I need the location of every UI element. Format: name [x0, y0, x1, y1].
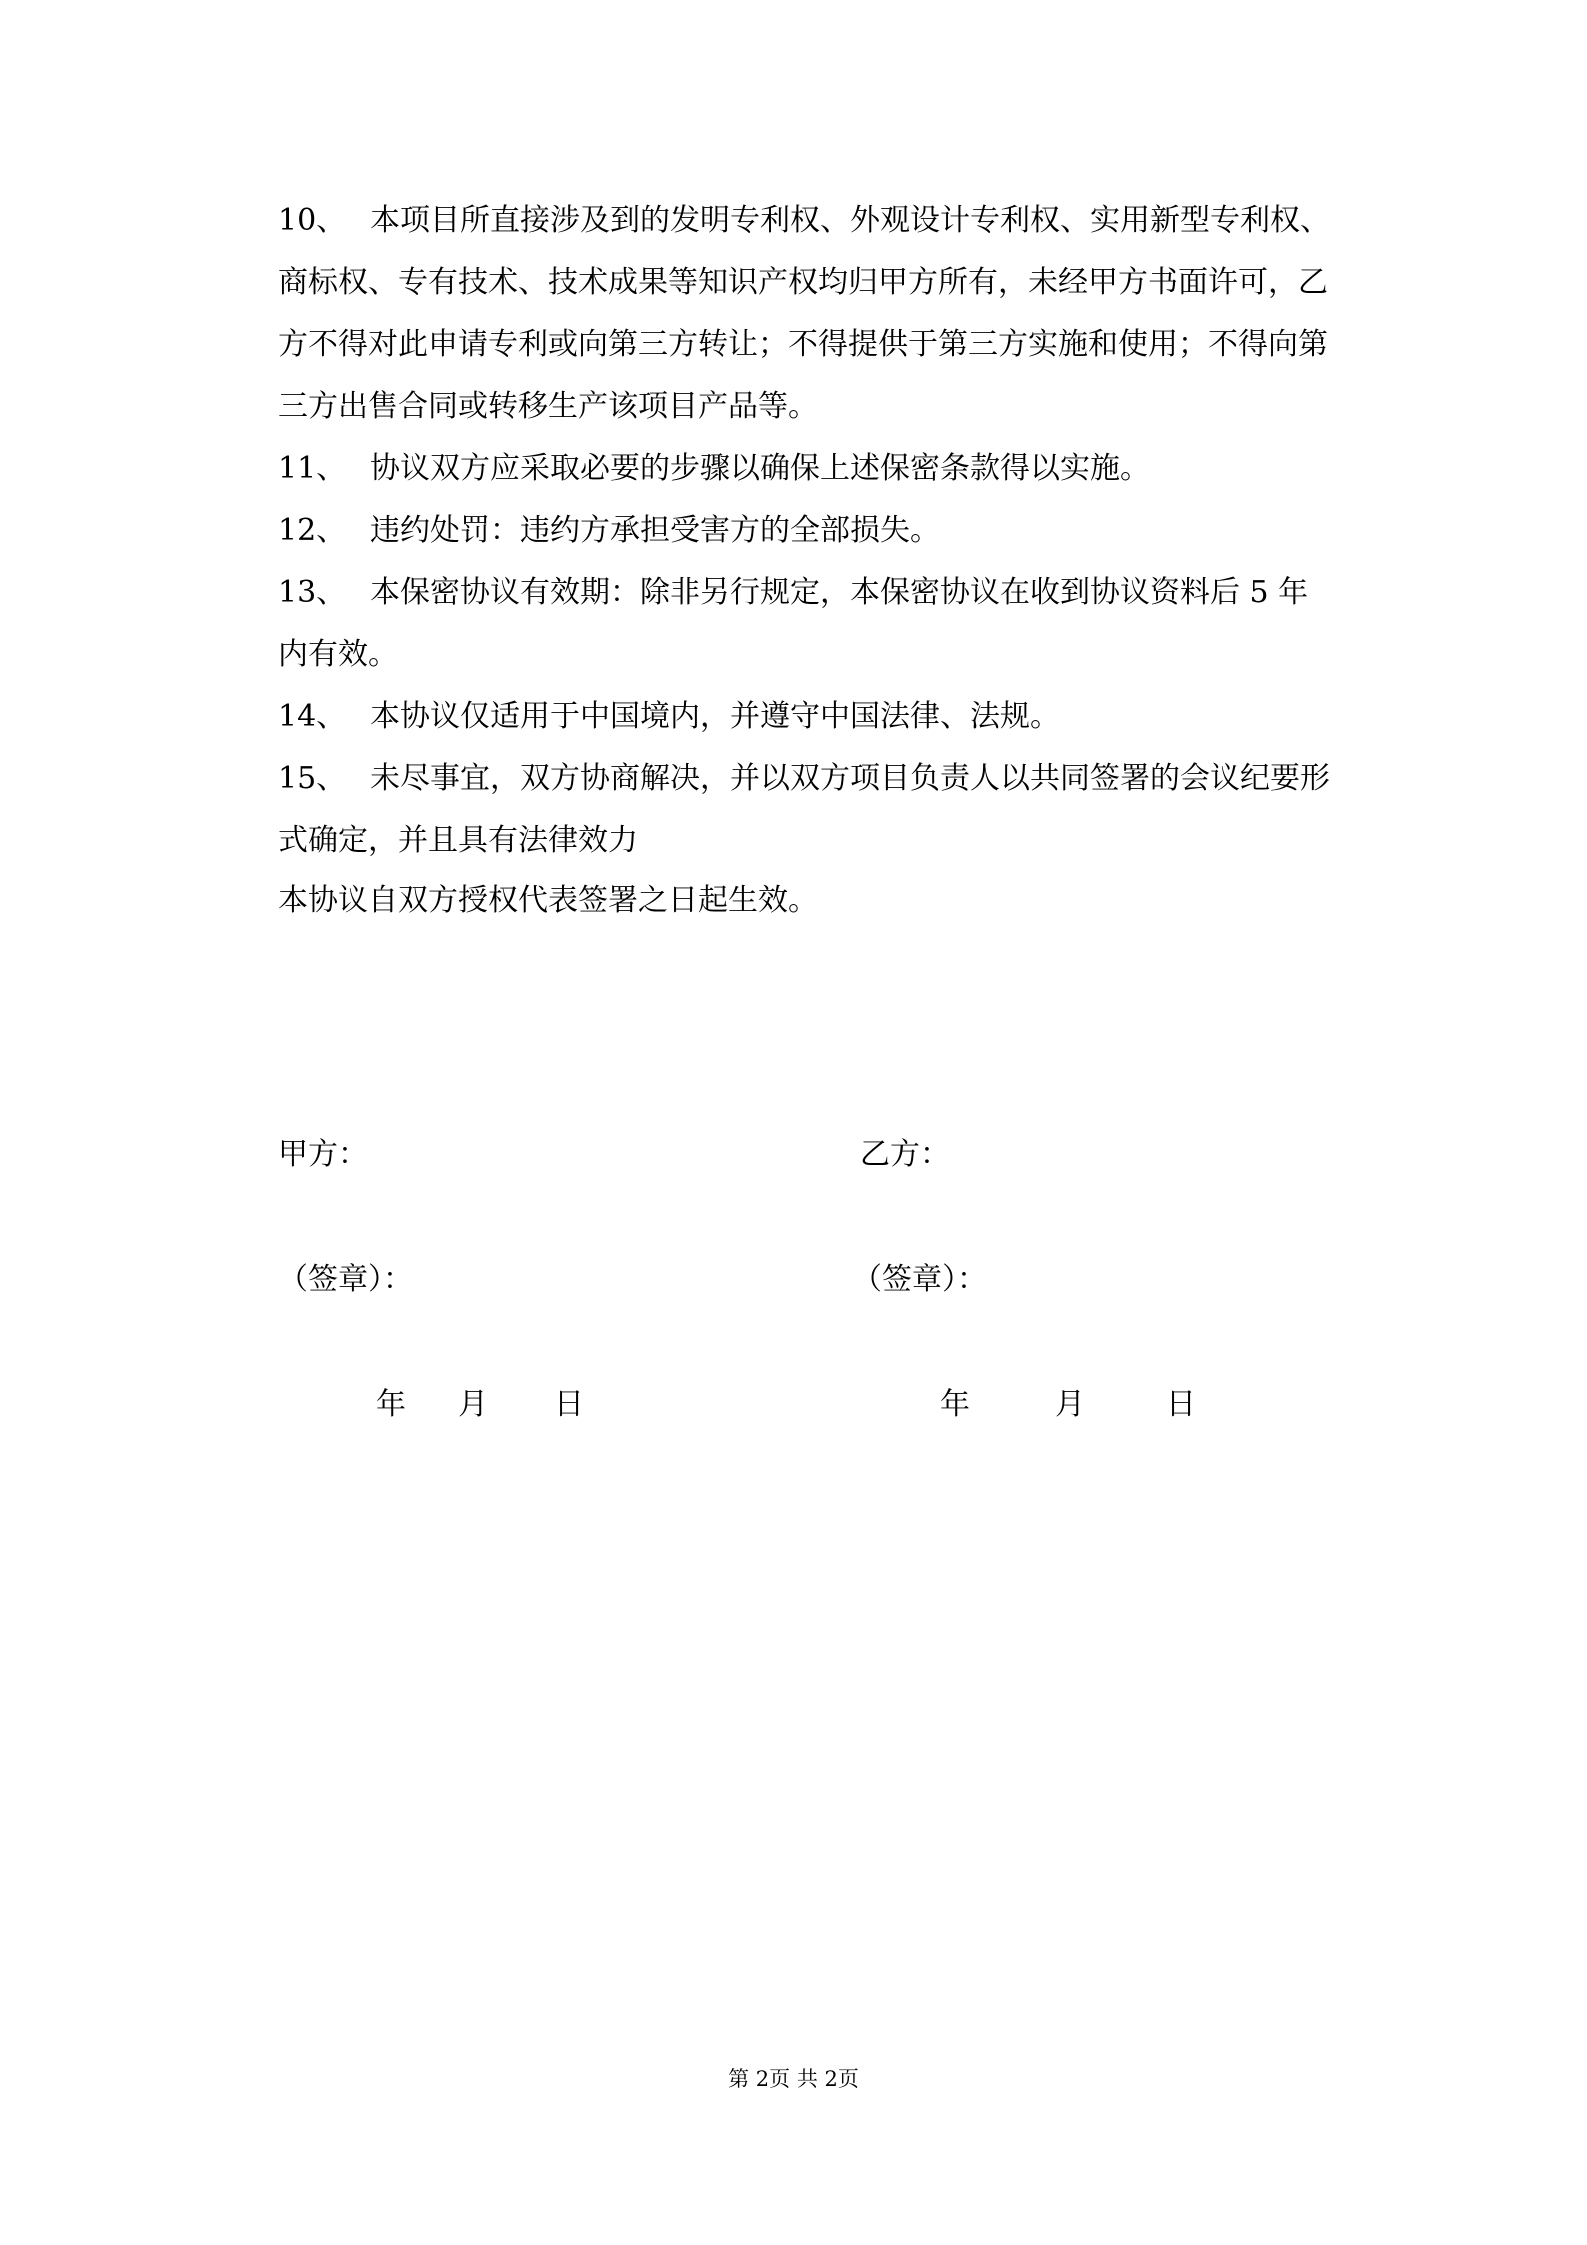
party-a-date-year: 年 [376, 1387, 406, 1422]
party-a-date-day: 日 [554, 1387, 584, 1422]
party-b-date-year: 年 [940, 1387, 970, 1422]
party-a-date-month: 月 [458, 1387, 488, 1422]
clause-text: 协议双方应采取必要的步骤以确保上述保密条款得以实施。 [370, 451, 1150, 486]
clause-number: 10、 [278, 203, 347, 238]
party-b-date-day: 日 [1166, 1387, 1196, 1422]
party-a-label: 甲方： [278, 1137, 368, 1172]
effective-statement: 本协议自双方授权代表签署之日起生效。 [278, 883, 818, 918]
clause-text: 违约处罚：违约方承担受害方的全部损失。 [370, 513, 940, 548]
clause-15 [278, 748, 1338, 872]
clause-number: 13、 [278, 575, 347, 610]
clause-12 [278, 500, 1338, 562]
clause-number: 14、 [278, 699, 347, 734]
clause-14 [278, 686, 1338, 748]
clause-text: 本保密协议有效期：除非另行规定，本保密协议在收到协议资料后 5 年内有效。 [278, 575, 1309, 672]
clause-text: 本协议仅适用于中国境内，并遵守中国法律、法规。 [370, 699, 1060, 734]
clause-13 [278, 562, 1338, 686]
clause-list [278, 190, 1338, 872]
clause-text: 未尽事宜，双方协商解决，并以双方项目负责人以共同签署的会议纪要形式确定，并且具有法律效力 [278, 761, 1330, 858]
party-b-label: 乙方： [860, 1137, 950, 1172]
party-a-seal-label: （签章）： [278, 1262, 413, 1297]
clause-number: 15、 [278, 761, 347, 796]
party-b-seal-label: （签章）： [852, 1262, 987, 1297]
clause-11 [278, 438, 1338, 500]
clause-number: 12、 [278, 513, 347, 548]
party-b-date-month: 月 [1055, 1387, 1085, 1422]
clause-10 [278, 190, 1338, 438]
page-footer: 第 2页 共 2页 [728, 2067, 859, 2091]
clause-text: 本项目所直接涉及到的发明专利权、外观设计专利权、实用新型专利权、商标权、专有技术、技术成果等知识产权均归甲方所有，未经甲方书面许可，乙方不得对此申请专利或向第三方转让；不得提供于第三方实施和使用；不得向第三方出售合同或转移生产该项目产品等。 [278, 203, 1330, 424]
clause-number: 11、 [278, 451, 347, 486]
